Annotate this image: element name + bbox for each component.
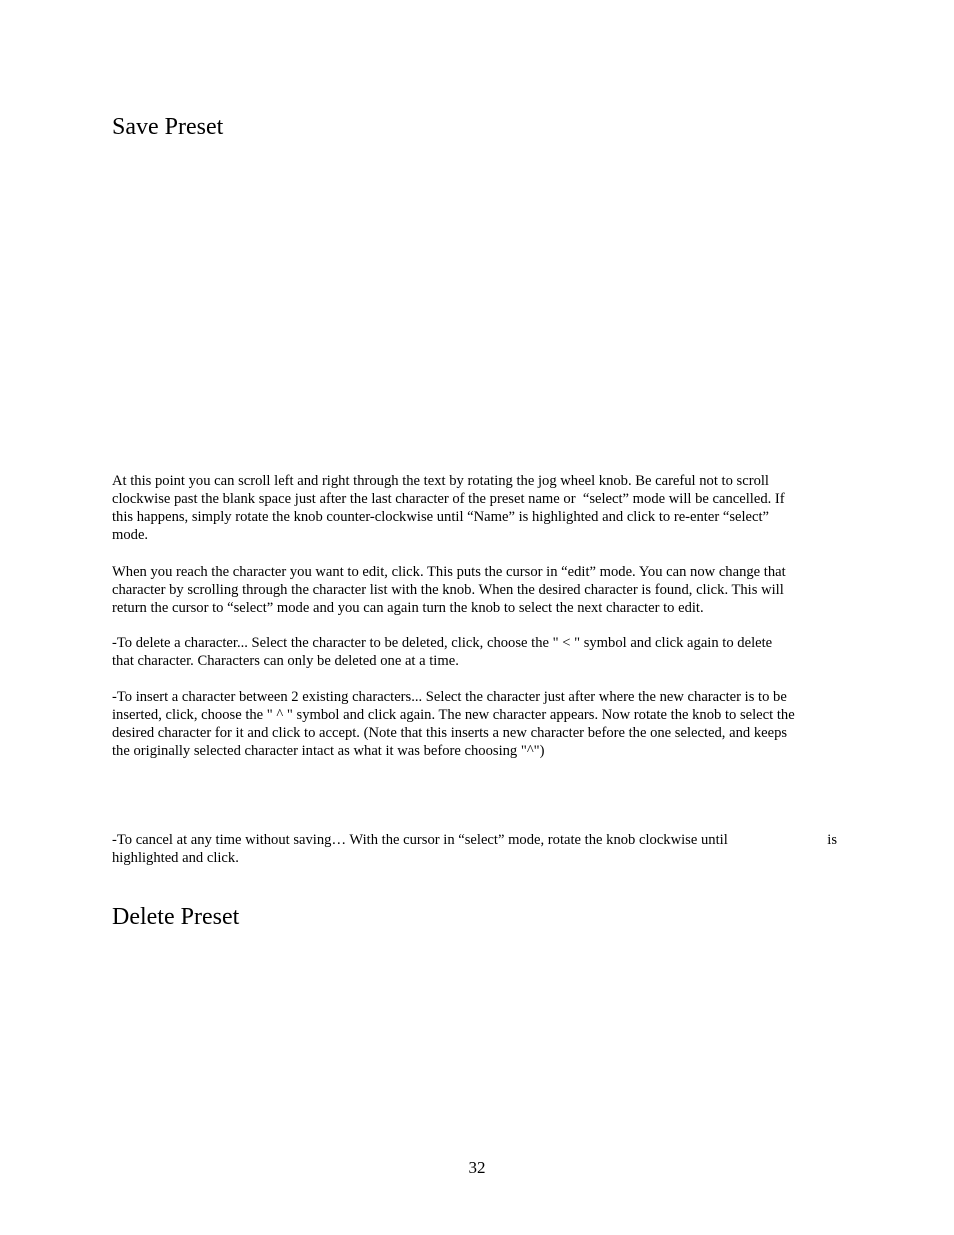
text-line: mode.: [112, 527, 149, 543]
text-line: that character. Characters can only be deleted one at a time.: [112, 653, 459, 669]
text-line: -To delete a character... Select the character to be deleted, click, choose the " < " symbol and click again to delete: [112, 635, 773, 651]
text-line: desired character for it and click to accept. (Note that this inserts a new character before the one selected, and keeps: [112, 725, 788, 741]
text-line: When you reach the character you want to edit, click. This puts the cursor in “edit” mode. You can now change that: [112, 564, 786, 580]
text-line: clockwise past the blank space just after the last character of the preset name or “select” mode will be cancelled. If: [112, 491, 785, 507]
text-line: inserted, click, choose the " ^ " symbol and click again. The new character appears. Now rotate the knob to select the: [112, 707, 795, 723]
paragraph-scroll-instructions: [112, 472, 852, 544]
paragraph-cancel-instructions: [112, 831, 852, 867]
section-heading-delete-preset: Delete Preset: [112, 904, 240, 930]
paragraph-insert-character: [112, 688, 852, 760]
text-line: character by scrolling through the character list with the knob. When the desired character is found, click. This will: [112, 582, 784, 598]
text-line-right: is: [827, 832, 837, 848]
text-line-left: -To cancel at any time without saving… With the cursor in “select” mode, rotate the knob clockwise until: [112, 832, 728, 848]
text-line: At this point you can scroll left and right through the text by rotating the jog wheel knob. Be careful not to scroll: [112, 473, 769, 489]
section-heading-save-preset: Save Preset: [112, 114, 224, 140]
text-line: -To insert a character between 2 existing characters... Select the character just after where the new character is to be: [112, 689, 787, 705]
text-line: the originally selected character intact as what it was before choosing "^"): [112, 743, 545, 759]
text-line: highlighted and click.: [112, 850, 239, 866]
page-number: 32: [468, 1158, 486, 1177]
text-line: this happens, simply rotate the knob counter-clockwise until “Name” is highlighted and click to re-enter “select”: [112, 509, 770, 525]
text-line: return the cursor to “select” mode and you can again turn the knob to select the next character to edit.: [112, 600, 704, 616]
paragraph-delete-character: [112, 634, 852, 670]
paragraph-edit-instructions: [112, 563, 852, 617]
text-line: [112, 831, 837, 849]
